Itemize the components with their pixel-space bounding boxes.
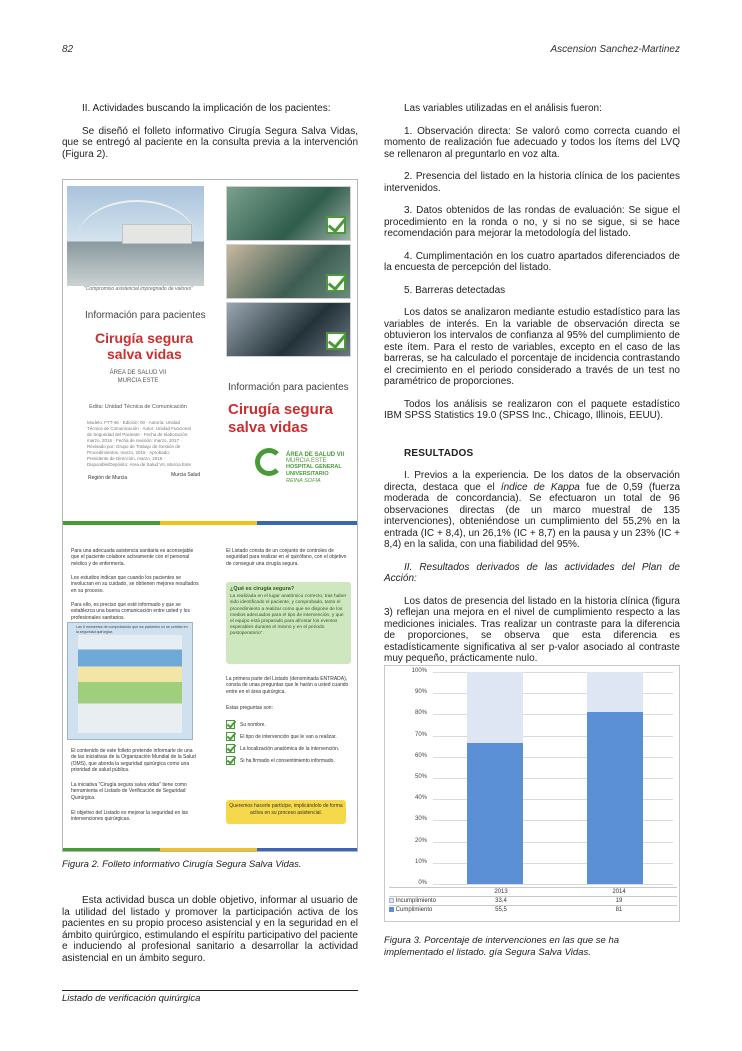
brochure-p2: Los estudios indican que cuando los pacientes se involucran en su cuidado, se obtienen mejores resultados en su proceso. (71, 575, 199, 594)
paragraph-variables: Las variables utilizadas en el análisis fueron: (404, 103, 602, 114)
data-label: 55,5 (495, 907, 507, 913)
check-item: La localización anatómica de la intervención. (240, 746, 340, 752)
right-column (384, 103, 680, 676)
section-heading-activities: II. Actividades buscando la implicación de los pacientes: (82, 103, 331, 114)
brochure-r2: La primera parte del Listado (denominada ENTRADA), consta de unas preguntas que le harán a usted cuando entre en el área quirúrgica. (226, 676, 349, 695)
brochure-title-right-1: Cirugía segura (228, 401, 334, 418)
surgery-photo-1 (226, 186, 351, 241)
y-tick-label: 90% (414, 689, 427, 696)
hospital-area-label: ÁREA DE SALUD VII MURCIA ESTE (286, 452, 345, 464)
figure-3-caption: Figura 3. Porcentaje de intervenciones en las que se ha implementado el listado. gía Segura Salva Vidas. (384, 935, 620, 958)
check-item: Si ha firmado el consentimiento informado. (240, 758, 335, 764)
y-tick-label: 40% (414, 795, 427, 802)
y-tick-label: 50% (414, 774, 427, 780)
paragraph-variable-4: 4. Cumplimentación en los cuatro apartados diferenciados de la encuesta de percepción del listado. (384, 250, 680, 273)
page-number: 82 (62, 44, 74, 55)
brochure-area-left-2: MURCIA ESTE (117, 378, 159, 384)
hospital-logo-icon (255, 448, 283, 476)
paragraph-brochure-intro: Se diseñó el folleto informativo Cirugía Segura Salva Vidas, que se entregó al paciente en la consulta previa a la intervención (Figura 2). (62, 125, 358, 160)
check-icon (226, 720, 235, 729)
bridge-photo (67, 186, 204, 286)
left-column-top (62, 103, 358, 171)
brochure-infographic (67, 622, 193, 740)
brochure-title-right-2: salva vidas (228, 419, 309, 436)
bar-incumplimiento-2013 (467, 672, 523, 743)
brochure-title-left-2: salva vidas (107, 346, 182, 362)
paragraph-spss: Todos los análisis se realizaron con el paquete estadístico IBM SPSS Statistics 19.0 (SPSS Inc., Chicago, Illinois, EEUU). (384, 398, 680, 421)
brochure-p5: La iniciativa "Cirugía segura salva vidas" tiene como herramienta el Listado de Verificación de Seguridad Quirúrgica. (71, 782, 187, 801)
brochure-area-left-1: ÁREA DE SALUD VII (109, 370, 167, 376)
paragraph-variable-2: 2. Presencia del listado en la historia clínica de los pacientes intervenidos. (384, 171, 680, 194)
check-icon (226, 744, 235, 753)
brochure-p1: Para una adecuada asistencia sanitaria es aconsejable que el paciente colabore activamente con el personal médico y de enfermería. (71, 548, 194, 567)
data-label: 19 (615, 898, 623, 904)
check-icon (226, 732, 235, 741)
brochure-p3: Para ello, es preciso que esté informado y que se establezca una buena comunicación entre usted y los profesionales sanitarios. (71, 602, 190, 621)
y-tick-label: 30% (414, 816, 427, 823)
paragraph-results-2: II. Resultados derivados de las actividades del Plan de Acción: (384, 561, 680, 584)
brochure-edita: Edita: Unidad Técnica de Comunicación (89, 404, 187, 410)
brochure-tagline: "Compromiso asistencial impregnado de valores" (84, 286, 193, 292)
paragraph-results-3: Los datos de presencia del listado en la historia clínica (figura 3) reflejan una mejora en el nivel de cumplimiento respecto a las mediciones iniciales. Tras realizar un contraste para la diferencia de proporciones, se observa que esta diferencia es estadísticamente significativa al ser p-valor asociado al contraste muy pequeño, prácticamente nulo. (384, 595, 680, 664)
brochure-inside (63, 530, 357, 852)
check-item: El tipo de intervención que le van a realizar. (240, 734, 337, 740)
bar-incumplimiento-2014 (587, 672, 643, 712)
check-icon (226, 756, 235, 765)
running-author: Ascension Sanchez-Martinez (550, 44, 680, 55)
paragraph-analysis: Los datos se analizaron mediante estudio estadístico para las variables de interés. En la variable de observación directa se obtuvieron los intervalos de confianza al 95% del cumplimiento de este ítem. Para el resto de variables, excepto en el caso de las barreras, se ha calculado el porcentaje de incidencia contrastando el crecimiento en el periodo considerado a través de un test no paramétrico de proporciones. (384, 307, 680, 387)
footer-rule (62, 990, 358, 991)
surgery-photo-3 (226, 302, 351, 357)
data-label: 81 (615, 907, 623, 913)
grid-line (433, 884, 673, 885)
figure-3-chart (384, 665, 680, 922)
y-tick-label: 80% (414, 710, 427, 717)
brochure-r1: El Listado consta de un conjunto de controles de seguridad para realizar en el quirófano, con el objetivo de conseguir una cirugía segura. (226, 548, 347, 567)
hospital-name: HOSPITAL GENERAL UNIVERSITARIO REINA SOFÍA (286, 464, 342, 484)
bar-cumplimiento-2013 (467, 743, 523, 884)
brochure-yellow-callout: Queremos hacerle partícipe, implicándolo de forma activa en su proceso asistencial. (226, 800, 346, 824)
category-label: 2013 (494, 889, 508, 895)
region-logo-text (88, 475, 127, 481)
paragraph-results-1: I. Previos a la experiencia. De los datos de la observación directa, destaca que el índice de Kappa fue de 0,59 (fuerza moderada de concordancia). Se efectuaron un total de 96 observaciones directas (de un marco muestral de 135 intervenciones), obteniéndose un cumplimiento del 55,2% en la entrada (IC + 8,4), un 26,1% (IC + 8,7) en la pausa y un 23% (IC + 8,4) en la salida, con una fiabilidad del 95%. (384, 470, 681, 550)
chart-data-table (389, 887, 677, 914)
footer-text: Listado de verificación quirúrgica (62, 993, 201, 1004)
table-row (389, 896, 677, 905)
paragraph-variable-1: 1. Observación directa: Se valoró como correcta cuando el momento de realización fue adecuado y todos los ítems del LVQ se rellenaron al preguntarlo en voz alta. (384, 125, 680, 160)
y-tick-label: 10% (414, 858, 427, 865)
region-name: Región de Murcia (88, 475, 128, 481)
check-item: Su nombre. (240, 722, 266, 728)
category-label: 2014 (612, 889, 626, 895)
brochure-p6: El objetivo del Listado es mejorar la seguridad en las intervenciones quirúrgicas. (71, 810, 189, 823)
brochure-question-box: ¿Qué es cirugía segura? La realizada en el lugar anatómico correcto, tras haber sido identificado el paciente, y comprobado, tanto el procedimiento a realizar como que se dispone de los medios adecuados para el tipo de intervención, y que el equipo está preparado para afrontar los eventos esperables durante el mismo y en el periodo postoperatorio". (226, 582, 351, 664)
table-header-row (389, 887, 677, 896)
y-tick-label: 70% (414, 731, 427, 738)
paragraph-activity-objective: Esta actividad busca un doble objetivo, informar al usuario de la utilidad del listado y promover la participación activa de los pacientes en su propio proceso asistencial y en la seguridad en el ámbito quirúrgico, estimulando el espíritu participativo del paciente e induciendo al profesional sanitario a desarrollar la actividad asistencial en un ámbito seguro. (62, 895, 358, 964)
paragraph-variable-3: 3. Datos obtenidos de las rondas de evaluación: Se sigue el procedimiento en la ronda o no, y si no se sigue, si se hace recomendación para mejorar la metodología del listado. (384, 205, 680, 239)
left-column-bottom (62, 895, 358, 975)
brochure-info-left: Información para pacientes (85, 310, 206, 321)
section-heading-results: RESULTADOS (404, 447, 474, 459)
brochure-info-right: Información para pacientes (228, 382, 349, 393)
brochure-p4: El contenido de este folleto pretende informarle de una de las iniciativas de la Organización Mundial de la Salud (OMS), que aborda la seguridad quirúrgica como una prioridad de salud pública. (71, 748, 196, 773)
figure-2-caption: Figura 2. Folleto informativo Cirugía Segura Salva Vidas. (62, 859, 302, 870)
y-tick-label: 20% (414, 837, 427, 844)
brochure-small-print: Modelo: FTT-46 · Edición: 00 · Autoría: Unidad Técnica de Comunicación · Autor: Unidad Funcional de Seguridad del Paciente · Fecha de elaboración: marzo, 2016 · Fecha de revisión: marzo, 2017 · Revisado por: Grupo de Trabajo de Gestión de Procedimientos, marzo, 2016 · Aprobado: Presidente de Dirección, marzo, 2016 · Disponible/Depósito: Área de Salud VII, Murcia Este (87, 420, 192, 467)
brochure-r3: Estas preguntas son: (226, 705, 273, 711)
table-row (389, 905, 677, 914)
legend-incumplimiento: Incumplimiento (389, 898, 436, 904)
y-tick-label: 100% (411, 668, 427, 674)
y-tick-label: 60% (414, 752, 427, 759)
brochure-figure (62, 179, 358, 852)
paragraph-variable-5: 5. Barreras detectadas (404, 284, 506, 296)
y-tick-label: 0% (418, 880, 427, 886)
murcia-salud-logo: Murcia Salud (171, 472, 201, 478)
data-label: 33,4 (495, 898, 507, 904)
legend-cumplimiento: Cumplimiento (389, 907, 432, 913)
surgery-photo-2 (226, 244, 351, 299)
infographic-title: Las 5 momentos de comprobación que los pacientes no se confían en la seguridad quirúrgica (76, 625, 188, 634)
brochure-cover (63, 180, 357, 525)
brochure-title-left-1: Cirugía segura (95, 330, 194, 346)
bar-cumplimiento-2014 (587, 712, 643, 884)
